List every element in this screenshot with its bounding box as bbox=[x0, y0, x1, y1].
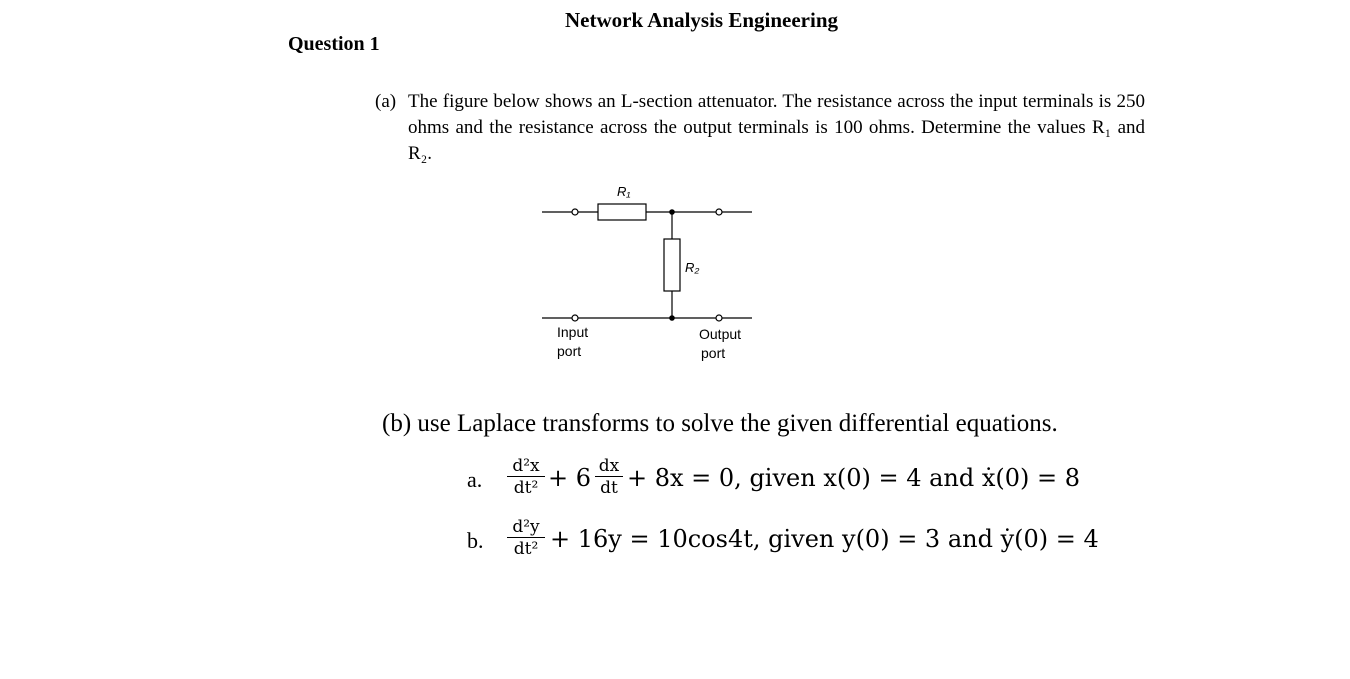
output-port-label-line2: port bbox=[701, 345, 726, 361]
equation-a-label: a. bbox=[467, 467, 483, 492]
document-title: Network Analysis Engineering bbox=[564, 8, 839, 32]
equation-b-label: b. bbox=[467, 528, 484, 553]
output-port-label-line1: Output bbox=[699, 326, 742, 342]
part-b-text: (b) use Laplace transforms to solve the given differential equations. bbox=[382, 410, 1058, 437]
equation-a-rest: + 8x = 0, given x(0) = 4 and ẋ(0) = 8 bbox=[627, 464, 1081, 492]
r1-label: R₁ bbox=[617, 184, 631, 199]
input-port-label-line1: Input bbox=[557, 324, 589, 340]
equation-a-frac1-denominator: dt² bbox=[513, 478, 539, 498]
equation-a-first-derivative bbox=[595, 456, 623, 499]
junction-dot-bottom bbox=[669, 315, 675, 321]
equation-b-frac1-numerator: d²y bbox=[512, 517, 540, 537]
equation-b-rest: + 16y = 10cos4t, given y(0) = 3 and ẏ(0) = 4 bbox=[550, 525, 1099, 553]
equation-a-frac2-denominator: dt bbox=[600, 478, 618, 498]
l-section-attenuator-diagram bbox=[530, 175, 760, 365]
equation-a-frac1-numerator: d²x bbox=[512, 456, 540, 476]
output-terminal-bottom bbox=[716, 315, 722, 321]
equation-b-frac1-denominator: dt² bbox=[513, 539, 539, 559]
r2-label: R₂ bbox=[685, 260, 700, 275]
input-terminal-bottom bbox=[572, 315, 578, 321]
equation-a-second-derivative bbox=[507, 456, 545, 499]
question-label: Question 1 bbox=[288, 33, 380, 55]
equation-a-plus-six: + 6 bbox=[548, 464, 592, 492]
resistor-r1 bbox=[598, 204, 646, 220]
junction-dot-top bbox=[669, 209, 675, 215]
equation-a-frac2-numerator: dx bbox=[598, 456, 620, 476]
part-a-text: The figure below shows an L-section attenuator. The resistance across the input terminals is 250 ohms and the resistance across the output terminals is 100 ohms. Determine the values R₁ and R₂. bbox=[408, 91, 1145, 164]
equation-b-second-derivative bbox=[507, 517, 545, 560]
part-a-label: (a) bbox=[375, 91, 397, 112]
input-terminal-top bbox=[572, 209, 578, 215]
output-terminal-top bbox=[716, 209, 722, 215]
resistor-r2 bbox=[664, 239, 680, 291]
part-a bbox=[375, 89, 1145, 167]
input-port-label-line2: port bbox=[557, 343, 582, 359]
